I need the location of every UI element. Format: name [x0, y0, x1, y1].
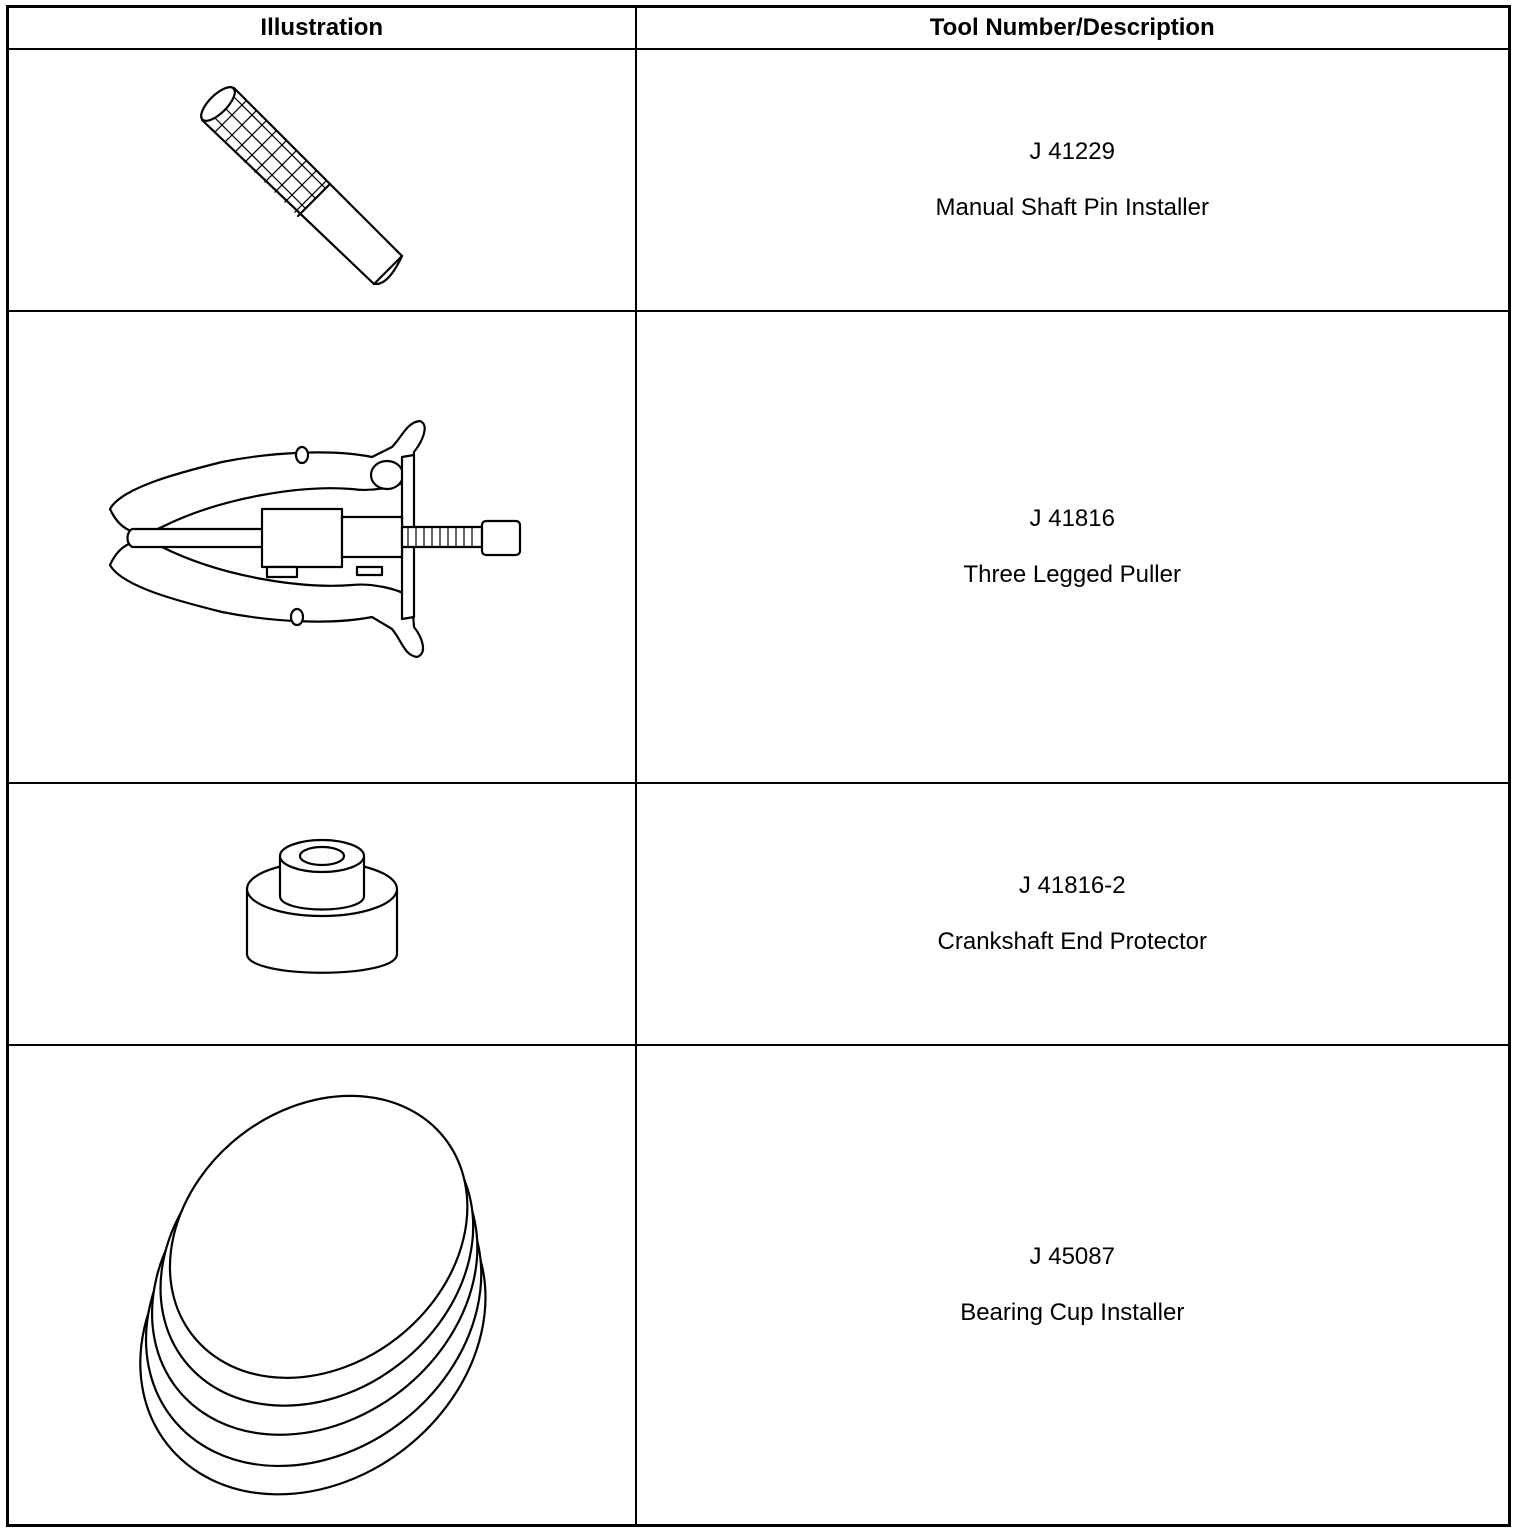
three-legged-puller-icon — [102, 417, 542, 677]
table-row — [8, 783, 1510, 1045]
tool-table — [6, 5, 1511, 1527]
table-header-row — [8, 7, 1510, 50]
tool-number: J 41229 — [1029, 138, 1115, 165]
tool-number: J 45087 — [1029, 1242, 1115, 1270]
tool-name: Bearing Cup Installer — [960, 1298, 1185, 1326]
crankshaft-end-protector-icon — [242, 834, 402, 994]
illustration-cell — [8, 1045, 636, 1525]
tool-name: Crankshaft End Protector — [937, 928, 1207, 955]
tool-number: J 41816-2 — [1018, 872, 1126, 899]
tool-name: Manual Shaft Pin Installer — [935, 194, 1209, 221]
bearing-cup-installer-icon — [97, 1065, 547, 1505]
table-row — [8, 1045, 1510, 1525]
illustration-cell — [8, 311, 636, 783]
illustration-cell — [8, 49, 636, 311]
description-cell — [636, 311, 1510, 783]
tool-number: J 41816 — [1029, 505, 1115, 532]
tool-name: Three Legged Puller — [963, 561, 1181, 588]
description-cell — [636, 783, 1510, 1045]
header-illustration: Illustration — [8, 7, 636, 50]
pin-installer-icon — [192, 75, 452, 285]
table-row — [8, 311, 1510, 783]
illustration-cell — [8, 783, 636, 1045]
header-tool-description: Tool Number/Description — [636, 7, 1510, 50]
description-cell — [636, 1045, 1510, 1525]
description-cell — [636, 49, 1510, 311]
table-row — [8, 49, 1510, 311]
